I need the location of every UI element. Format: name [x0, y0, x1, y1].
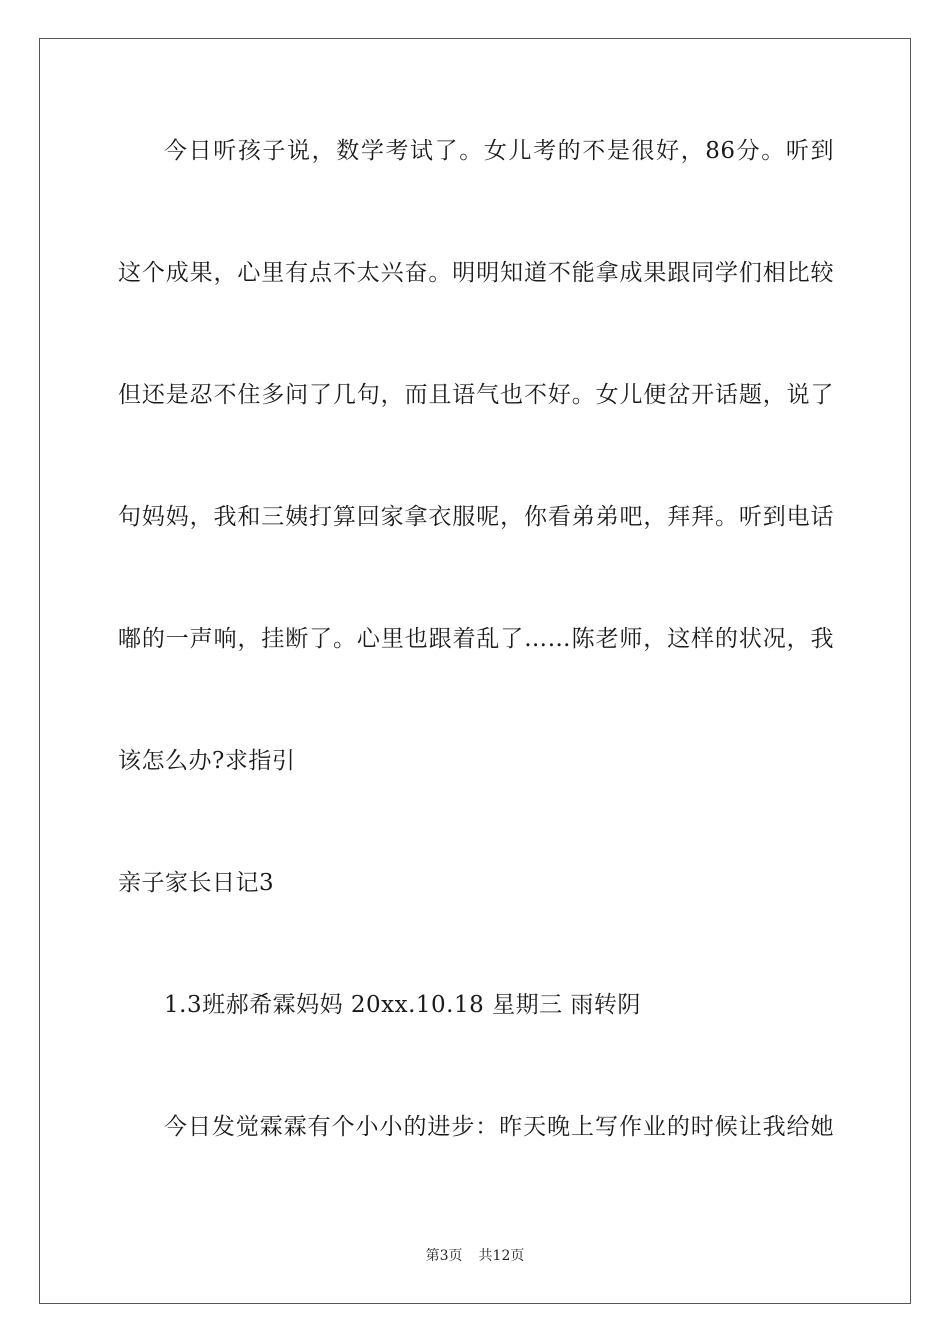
paragraph-line-6: 该怎么办?求指引 [118, 748, 296, 774]
paragraph-line-3: 但还是忍不住多问了几句，而且语气也不好。女儿便岔开话题，说了 [118, 382, 834, 408]
paragraph-line-2: 这个成果，心里有点不太兴奋。明明知道不能拿成果跟同学们相比较 [118, 260, 834, 286]
page-footer [0, 1247, 950, 1265]
paragraph-line-5: 嘟的一声响，挂断了。心里也跟着乱了……陈老师，这样的状况，我 [118, 626, 834, 652]
paragraph-line-1: 今日听孩子说，数学考试了。女儿考的不是很好，86分。听到 [164, 138, 834, 164]
paragraph-line-last: 今日发觉霖霖有个小小的进步：昨天晚上写作业的时候让我给她 [164, 1114, 834, 1140]
section-heading: 亲子家长日记3 [118, 870, 275, 896]
page-number-total: 共12页 [478, 1248, 525, 1264]
page-number-current: 第3页 [425, 1248, 463, 1264]
entry-byline: 1.3班郝希霖妈妈 20xx.10.18 星期三 雨转阴 [164, 992, 641, 1018]
paragraph-line-4: 句妈妈，我和三姨打算回家拿衣服呢，你看弟弟吧，拜拜。听到电话 [118, 504, 834, 530]
